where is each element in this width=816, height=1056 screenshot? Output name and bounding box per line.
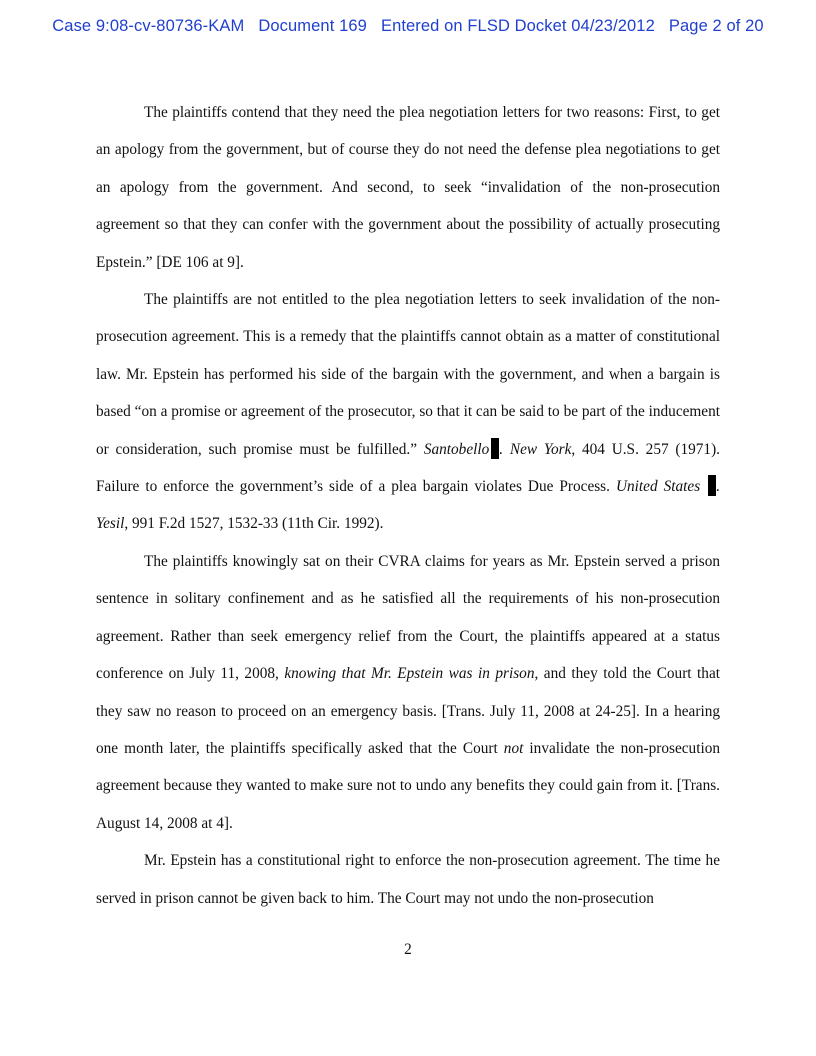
paragraph-2: The plaintiffs are not entitled to the plea negotiation letters to seek invalidation of the non-prosecution agreement. This is a remedy that the plaintiffs cannot obtain as a matter of constitutional law. Mr. Epstein has performed his side of the bargain with the government, and when a bargain is based “on a promise or agreement of the prosecutor, so that it can be said to be part of the inducement or consideration, such promise must be fulfilled.” Santobello . New York, 404 U.S. 257 (1971). Failure to enforce the government’s side of a plea bargain violates Due Process. United States . Yesil, 991 F.2d 1527, 1532-33 (11th Cir. 1992). — [96, 291, 721, 533]
docket-entry-date: Entered on FLSD Docket 04/23/2012 — [380, 17, 655, 35]
case-citation-united-states: United States — [615, 478, 701, 496]
document-number: Document 169 — [258, 17, 367, 35]
page-of-total: Page 2 of 20 — [668, 17, 764, 35]
case-citation-santobello: Santobello — [423, 440, 490, 458]
docket-header — [0, 17, 816, 36]
redaction-mark — [708, 475, 716, 496]
case-citation-new-york: . New York — [499, 440, 572, 458]
case-citation-yesil: . Yesil — [96, 478, 721, 533]
emphasis-not: not — [503, 739, 524, 757]
case-number: Case 9:08-cv-80736-KAM — [52, 17, 245, 35]
paragraph-4: Mr. Epstein has a constitutional right to enforce the non-prosecution agreement. The time he served in prison cannot be given back to him. The Court may not undo the non-prosecution — [96, 852, 720, 907]
paragraph-1: The plaintiffs contend that they need the plea negotiation letters for two reasons: First, to get an apology from the government, but of course they do not need the defense plea negotiations to get an apology from the government. And second, to seek “invalidation of the non-prosecution agreement so that they can confer with the government about the possibility of actually prosecuting Epstein.” [DE 106 at 9]. — [96, 104, 720, 271]
emphasis-knowing: knowing that Mr. Epstein was in prison — [284, 665, 535, 683]
document-body — [96, 94, 720, 917]
paragraph-3: The plaintiffs knowingly sat on their CVRA claims for years as Mr. Epstein served a prison sentence in solitary confinement and as he satisfied all the requirements of his non-prosecution agreement. Rather than seek emergency relief from the Court, the plaintiffs appeared at a status conference on July 11, 2008, knowing that Mr. Epstein was in prison, and they told the Court that they saw no reason to proceed on an emergency basis. [Trans. July 11, 2008 at 24-25]. In a hearing one month later, the plaintiffs specifically asked that the Court not invalidate the non-prosecution agreement because they wanted to make sure not to undo any benefits they could gain from it. [Trans. August 14, 2008 at 4]. — [96, 552, 720, 832]
page-number: 2 — [404, 941, 412, 958]
